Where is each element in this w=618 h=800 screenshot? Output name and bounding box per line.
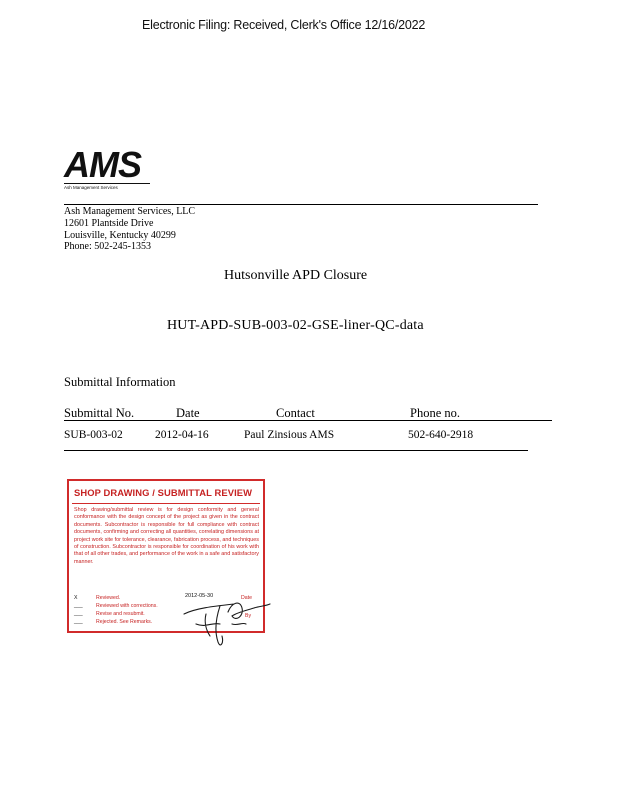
stamp-divider [72, 503, 260, 504]
option-mark: X [74, 595, 78, 601]
stamp-date-value: 2012-05-30 [185, 593, 214, 599]
option-label: Rejected. See Remarks. [96, 619, 153, 625]
stamp-date-label: Date [241, 595, 252, 601]
option-label: Revise and resubmit. [96, 611, 145, 617]
company-logo [64, 144, 150, 190]
submittal-heading: Submittal Information [64, 375, 176, 389]
logo-text: AMS [64, 144, 141, 185]
stamp-option-rejected [74, 619, 152, 625]
stamp-by-label: By [245, 613, 252, 619]
company-phone: Phone: 502-245-1353 [64, 241, 151, 253]
cell-submittal-no: SUB-003-02 [64, 429, 123, 441]
option-mark: ___ [74, 611, 83, 617]
stamp-option-corrections [74, 603, 158, 609]
col-phone: Phone no. [410, 406, 460, 420]
project-title: Hutsonville APD Closure [224, 268, 368, 283]
option-mark: ___ [74, 619, 83, 625]
option-label: Reviewed. [96, 595, 121, 601]
stamp-option-reviewed [74, 595, 120, 601]
company-city: Louisville, Kentucky 40299 [64, 229, 176, 241]
cell-contact: Paul Zinsious AMS [244, 429, 335, 441]
table-header-rule [64, 420, 552, 421]
cell-phone: 502-640-2918 [408, 429, 474, 441]
option-label: Reviewed with corrections. [96, 603, 158, 609]
header-rule [64, 204, 538, 205]
col-date: Date [176, 406, 200, 420]
reviewer-signature [176, 594, 271, 650]
company-name: Ash Management Services, LLC [64, 206, 196, 217]
cell-date: 2012-04-16 [155, 429, 209, 441]
option-mark: ___ [74, 603, 83, 609]
stamp-title: SHOP DRAWING / SUBMITTAL REVIEW [74, 487, 253, 498]
document-name: HUT-APD-SUB-003-02-GSE-liner-QC-data [167, 318, 424, 333]
company-address [64, 206, 195, 253]
stamp-option-revise [74, 611, 145, 617]
col-submittal-no: Submittal No. [64, 406, 135, 420]
col-contact: Contact [276, 406, 315, 420]
logo-subtitle: Ash Management Services [64, 183, 150, 190]
filing-stamp-header: Electronic Filing: Received, Clerk's Office 12/16/2022 [142, 18, 426, 32]
table-bottom-rule [64, 450, 528, 451]
company-street: 12601 Plantside Drive [64, 217, 154, 229]
stamp-body: Shop drawing/submittal review is for design conformity and general conformance with the design concept of the project as given in the contract documents. Subcontractor is responsible for full compliance with contract documents, confirming and correcting all quantities, correlating dimensions at project work site for tolerance, clearance, fabrication process, and techniques of construction. Subcontractor is responsible for coordination of his work with that of all other trades, and performance of the work in a safe and satisfactory manner. [74, 507, 259, 565]
